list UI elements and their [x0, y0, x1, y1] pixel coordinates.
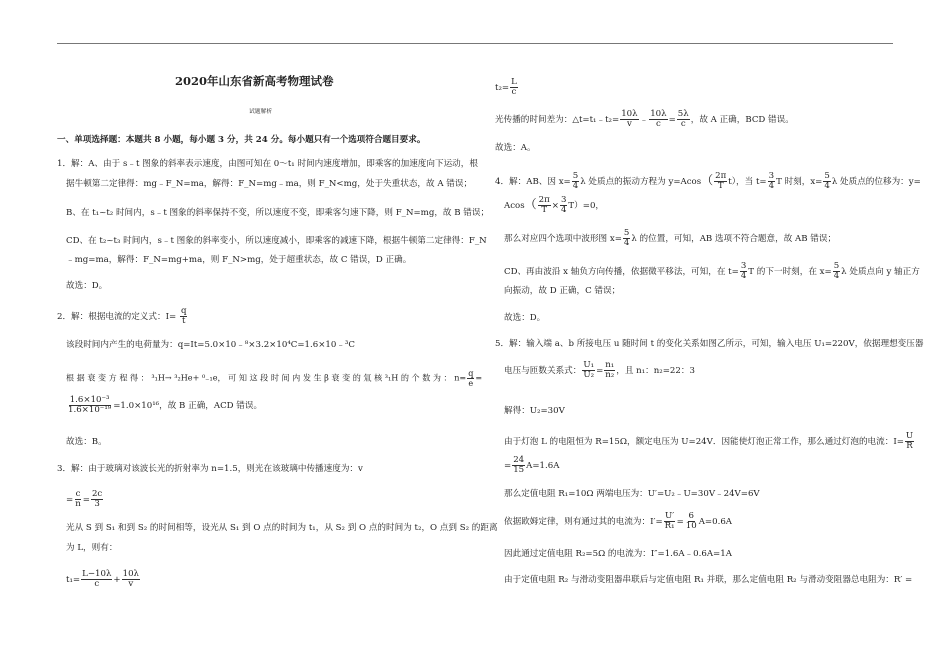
q3-line-3: 光从 S 到 S₁ 和到 S₂ 的时间相等，设光从 S₁ 到 O 点的时间为 t₁，从 S₂ 到 O 点的时间为 t₂，O 点到 S₂ 的距离 [66, 523, 498, 533]
q2-text-4b: =1.0×10¹⁶，故 B 正确，ACD 错误。 [113, 401, 263, 411]
q3-line-4: 为 L，则有： [66, 543, 118, 553]
q3-text-2b: = [82, 495, 90, 505]
q2-fraction-count [67, 396, 112, 415]
q4-line-3 [504, 229, 836, 248]
q5-line-2 [504, 361, 695, 380]
q3-text-5b: + [113, 575, 121, 585]
q4-frac-7 [623, 229, 630, 248]
fraction-numerator: 5 [824, 171, 830, 181]
q2-text-3d: = [475, 372, 483, 383]
q1-line-1: 1．解：A、由于 s﹣t 图象的斜率表示速度，由图可知在 0～t₁ 时间内速度增加，即乘客的加速度向下运动，根 [57, 159, 478, 169]
q4-text-1b: λ 处质点的振动方程为 y=Acos [580, 177, 702, 187]
time-diff-frac-3 [677, 110, 690, 129]
fraction-denominator: 4 [623, 238, 630, 248]
fraction-numerator: q [468, 368, 474, 378]
q3-answer: 故选：A。 [495, 143, 536, 153]
fraction-denominator: 4 [560, 205, 567, 215]
q3-line-1: 3．解：由于玻璃对该波长光的折射率为 n=1.5，则光在该玻璃中传播速度为：v [57, 464, 363, 474]
q2-fraction-qe [467, 369, 474, 388]
q4-line-5: 向振动，故 D 正确，C 错误； [504, 286, 621, 296]
q5-line-7 [504, 512, 732, 531]
fraction-numerator: U₁ [583, 360, 595, 370]
fraction-numerator: 2π [538, 195, 550, 205]
fraction-numerator: L−10λ [82, 569, 112, 579]
fraction-denominator: v [128, 579, 134, 589]
q5-frac-4 [512, 456, 525, 475]
fraction-denominator: e [468, 378, 474, 388]
time-diff-text: 光传播的时间差为：△t=t₁﹣t₂= [495, 115, 620, 125]
time-diff-equals: = [668, 115, 676, 125]
q4-text-1c: t），当 t= [728, 177, 767, 187]
fraction-numerator: 3 [768, 171, 775, 181]
q5-text-2a: 电压与匝数关系式： [504, 366, 582, 376]
fraction-denominator: 4 [572, 181, 579, 191]
q4-text-3b: λ 的位置，可知，AB 选项不符合题意，故 AB 错误； [631, 234, 837, 244]
q3-text-5a: t₁= [66, 575, 81, 585]
q5-text-4a: 由于灯泡 L 的电阻恒为 R=15Ω，额定电压为 U=24V．因能使灯泡正常工作，那么通过灯泡的电流：I= [504, 437, 904, 447]
fraction-denominator: T [717, 181, 724, 191]
q4-line-1: 4．解：AB、因 x= $\frac{5}{4}$ λ 处质点的振动方程为 y=Acos（ $\frac{2\pi}{T}$ t），当 t= $\frac{3}{4}$ T 时刻，x= $\frac{5}{4}$ λ 处质点的位移为：y= [495, 171, 921, 191]
q4-text-1e: λ 处质点的位移为：y= [831, 177, 921, 187]
time-diff-frac-2 [649, 110, 667, 129]
fraction-denominator: c [680, 119, 686, 129]
q4-answer: 故选：D。 [504, 313, 546, 323]
fraction-numerator: 5 [572, 171, 579, 181]
q1-line-3: B、在 t₁~t₂ 时间内，s﹣t 图象的斜率保持不变，所以速度不变，即乘客匀速下降，则 F_N=mg，故 B 错误； [66, 208, 490, 218]
fraction-numerator: 6 [688, 511, 694, 521]
fraction-denominator: 4 [824, 181, 830, 191]
q3-fraction-t1b [122, 570, 140, 589]
q5-text-7b: = [676, 517, 684, 527]
q4-frac-8 [740, 262, 747, 281]
fraction-denominator: 4 [833, 271, 840, 281]
q4-text-2c: T）=0， [568, 201, 605, 211]
document-subtitle: 试题解析 [249, 109, 273, 115]
fraction-denominator: 3 [94, 499, 100, 509]
document-title: 2020年山东省新高考物理试卷 [175, 74, 334, 88]
q4-text-3a: 那么对应四个选项中波形图 x= [504, 234, 622, 244]
q5-line-4 [504, 432, 915, 451]
q1-line-5: ﹣mg=ma，解得：F_N=mg+ma，则 F_N>mg，处于超重状态，故 C 错误，D 正确。 [66, 255, 412, 265]
fraction-denominator: U₂ [583, 370, 595, 380]
fraction-numerator: 10λ [650, 109, 667, 119]
q2-line-1 [57, 307, 188, 326]
header-rule [57, 43, 893, 44]
q5-text-7a: 依据欧姆定律，则有通过其的电流为：I′= [504, 517, 663, 527]
q4-frac-3 [768, 172, 775, 191]
q1-answer: 故选：D。 [66, 281, 108, 291]
q3-fraction-2c3 [91, 490, 103, 509]
fraction-numerator: 10λ [621, 109, 638, 119]
q3-fraction-t1a [81, 570, 112, 589]
q3-line-2 [66, 490, 104, 509]
q3-time-diff-line [495, 110, 794, 129]
fraction-numerator: 5λ [677, 109, 689, 119]
fraction-denominator: 4 [740, 271, 747, 281]
q1-line-2: 据牛顿第二定律得：mg﹣F_N=ma，解得：F_N=mg﹣ma，则 F_N<mg，处于失重状态，故 A 错误； [66, 179, 473, 189]
q4-text-1d: T 时刻，x= [776, 177, 823, 187]
fraction-denominator: R₁ [664, 521, 675, 531]
q4-line-4 [504, 262, 920, 281]
q5-text-2b: = [596, 366, 604, 376]
q4-text-4c: λ 处质点向 y 轴正方 [841, 267, 920, 277]
fraction-numerator: 24 [513, 455, 525, 465]
q4-line-2: Acos（ $\frac{2\pi}{T}$ × $\frac{3}{4}$ T）=0， [504, 195, 605, 215]
q4-frac-9 [833, 262, 840, 281]
q5-line-9: 由于定值电阻 R₂ 与滑动变阻器串联后与定值电阻 R₁ 并联，那么定值电阻 R₂ 与滑动变阻器总电阻为：R′ = [504, 575, 913, 585]
fraction-numerator: 10λ [122, 569, 139, 579]
q5-line-5 [504, 456, 559, 475]
q4-frac-5 [538, 196, 551, 215]
q5-line-1: 5．解：输入端 a、b 所接电压 u 随时间 t 的变化关系如图乙所示，可知，输入电压 U₁=220V，依据理想变压器 [495, 339, 924, 349]
fraction-denominator: 15 [513, 465, 525, 475]
q4-frac-6 [560, 196, 567, 215]
q5-frac-5 [664, 512, 676, 531]
q2-text-1: 2．解：根据电流的定义式：I= [57, 312, 177, 322]
q3-text-2a: = [66, 495, 74, 505]
time-diff-minus: ﹣ [639, 115, 649, 125]
fraction-denominator: R [906, 441, 913, 451]
q2-line-2: 该段时间内产生的电荷量为：q=It=5.0×10﹣⁸×3.2×10⁴C=1.6×10﹣³C [66, 340, 355, 350]
q4-frac-2 [714, 172, 727, 191]
fraction-denominator: 10 [685, 521, 697, 531]
q5-text-7c: A=0.6A [698, 517, 732, 527]
q4-text-4b: T 的下一时刻，在 x= [748, 267, 832, 277]
section-heading: 一、单项选择题：本题共 8 小题，每小题 3 分，共 24 分。每小题只有一个选项符合题目要求。 [57, 135, 426, 145]
q4-text-4a: CD、再由波沿 x 轴负方向传播，依据微平移法，可知，在 t= [504, 267, 739, 277]
q5-text-5a: = [504, 461, 512, 471]
q2-fraction-current [180, 307, 188, 326]
q5-frac-2 [604, 361, 615, 380]
fraction-denominator: c [94, 579, 100, 589]
fraction-numerator: n₁ [605, 360, 615, 370]
time-diff-frac-1 [620, 110, 638, 129]
fraction-numerator: q [180, 306, 187, 316]
q5-line-3: 解得：U₂=30V [504, 406, 565, 416]
fraction-numerator: L [511, 77, 517, 87]
fraction-numerator: 2π [715, 171, 727, 181]
t2-fraction [510, 78, 518, 97]
q3-line-5 [66, 570, 141, 589]
q4-text-2a: Acos [504, 201, 525, 211]
fraction-numerator: 5 [623, 228, 630, 238]
q5-frac-3 [905, 432, 914, 451]
fraction-numerator: 1.6×10⁻³ [69, 395, 110, 405]
fraction-denominator: 1.6×10⁻¹⁹ [68, 405, 112, 415]
fraction-numerator: U [905, 431, 914, 441]
q2-line-4 [66, 396, 262, 415]
q5-text-2c: ，且 n₁：n₂=22：3 [616, 366, 695, 376]
q2-line-3 [66, 369, 482, 388]
q5-frac-1 [582, 361, 595, 380]
fraction-denominator: T [541, 205, 548, 215]
q4-frac-1 [572, 172, 579, 191]
time-diff-conclusion: ，故 A 正确，BCD 错误。 [690, 115, 794, 125]
fraction-numerator: 3 [560, 195, 567, 205]
fraction-denominator: c [511, 87, 517, 97]
t2-text: t₂= [495, 83, 510, 93]
fraction-denominator: t [181, 316, 186, 326]
fraction-denominator: c [655, 119, 661, 129]
q2-answer: 故选：B。 [66, 437, 107, 447]
fraction-denominator: n₂ [605, 370, 615, 380]
fraction-numerator: 2c [91, 489, 103, 499]
q4-text-2b: × [551, 201, 559, 211]
q4-text-1a: 4．解：AB、因 x= [495, 177, 571, 187]
fraction-denominator: v [626, 119, 632, 129]
q2-text-3c: n= [454, 372, 467, 383]
fraction-denominator: 4 [768, 181, 775, 191]
q3-t2-line [495, 78, 519, 97]
q4-frac-4 [823, 172, 830, 191]
q5-line-8: 因此通过定值电阻 R₂=5Ω 的电流为：I″=1.6A﹣0.6A=1A [504, 549, 732, 559]
q2-text-3a: 根 据 衰 变 方 程 得 ： [66, 372, 149, 383]
q1-line-4: CD、在 t₂~t₃ 时间内，s﹣t 图象的斜率变小，所以速度减小，即乘客的减速下降，根据牛顿第二定律得：F_N [66, 236, 487, 246]
q3-fraction-cn [74, 490, 82, 509]
q5-line-6: 那么定值电阻 R₁=10Ω 两端电压为：U′=U₂﹣U=30V﹣24V=6V [504, 489, 760, 499]
q5-frac-6 [685, 512, 698, 531]
fraction-numerator: 5 [833, 261, 840, 271]
fraction-numerator: 3 [740, 261, 747, 271]
fraction-numerator: c [75, 489, 81, 499]
fraction-numerator: U′ [665, 511, 675, 521]
q2-decay-equation: ³₁H→ ³₂He+ ⁰₋₁e， 可 知 这 段 时 间 内 发 生 β 衰 变 的 氚 核 ³₁H 的 个 数 为 ： [151, 372, 452, 383]
fraction-denominator: n [75, 499, 81, 509]
q5-text-5b: A=1.6A [526, 461, 560, 471]
